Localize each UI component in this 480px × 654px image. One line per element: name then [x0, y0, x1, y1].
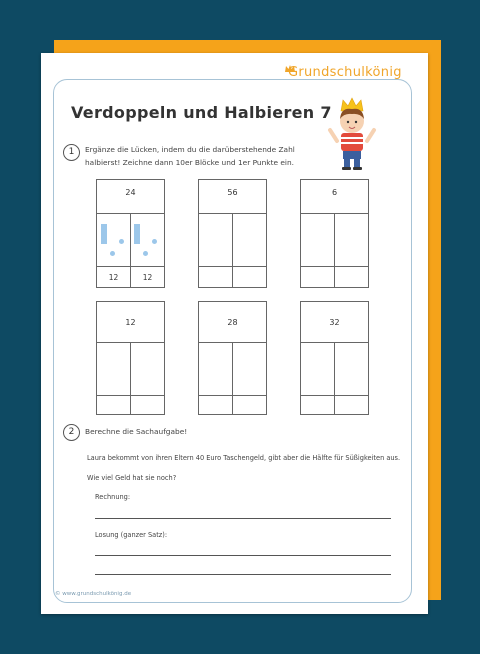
- box-whole-number: 56: [227, 188, 238, 197]
- box-whole-number: 24: [125, 188, 136, 197]
- footer-copyright: © www.grundschulkönig.de: [55, 591, 132, 597]
- worksheet: [41, 53, 428, 614]
- box-whole-number: 12: [125, 318, 136, 327]
- halving-box-4: [96, 301, 165, 415]
- calculation-line: [95, 518, 391, 519]
- answer-line-1: [95, 555, 391, 556]
- task-1-number: 1: [63, 144, 80, 161]
- halving-box-6: [300, 301, 369, 415]
- king-kid-illustration: [327, 97, 377, 171]
- page-title: Verdoppeln und Halbieren 7: [71, 103, 332, 122]
- calculation-label: Rechnung:: [95, 493, 131, 501]
- one-dot: [110, 251, 115, 256]
- box-whole-number: 32: [329, 318, 340, 327]
- word-problem-text: Laura bekommt von ihren Eltern 40 Euro Taschengeld, gibt aber die Hälfte für Süßigkeiten aus.: [87, 454, 401, 462]
- one-dot: [119, 239, 124, 244]
- task-2-heading: Berechne die Sachaufgabe!: [85, 427, 188, 436]
- box-whole-number: 6: [331, 188, 338, 197]
- task-2-number: 2: [63, 424, 80, 441]
- task-1-instruction-line-1: Ergänze die Lücken, indem du die darüberstehende Zahl: [85, 145, 295, 154]
- halving-box-5: [198, 301, 267, 415]
- ten-block: [101, 224, 107, 244]
- task-1-instruction-line-2: halbierst! Zeichne dann 10er Blöcke und 1er Punkte ein.: [85, 158, 294, 167]
- one-dot: [143, 251, 148, 256]
- answer-line-2: [95, 574, 391, 575]
- box-half-left: 12: [108, 273, 119, 282]
- halving-box-3: [300, 179, 369, 288]
- answer-label: Losung (ganzer Satz):: [95, 531, 168, 539]
- box-whole-number: 28: [227, 318, 238, 327]
- box-half-right: 12: [142, 273, 153, 282]
- brand-logo: Grundschulkönig: [288, 65, 402, 80]
- one-dot: [152, 239, 157, 244]
- halving-box-2: [198, 179, 267, 288]
- halving-box-1: [96, 179, 165, 288]
- word-problem-question: Wie viel Geld hat sie noch?: [87, 474, 177, 482]
- ten-block: [134, 224, 140, 244]
